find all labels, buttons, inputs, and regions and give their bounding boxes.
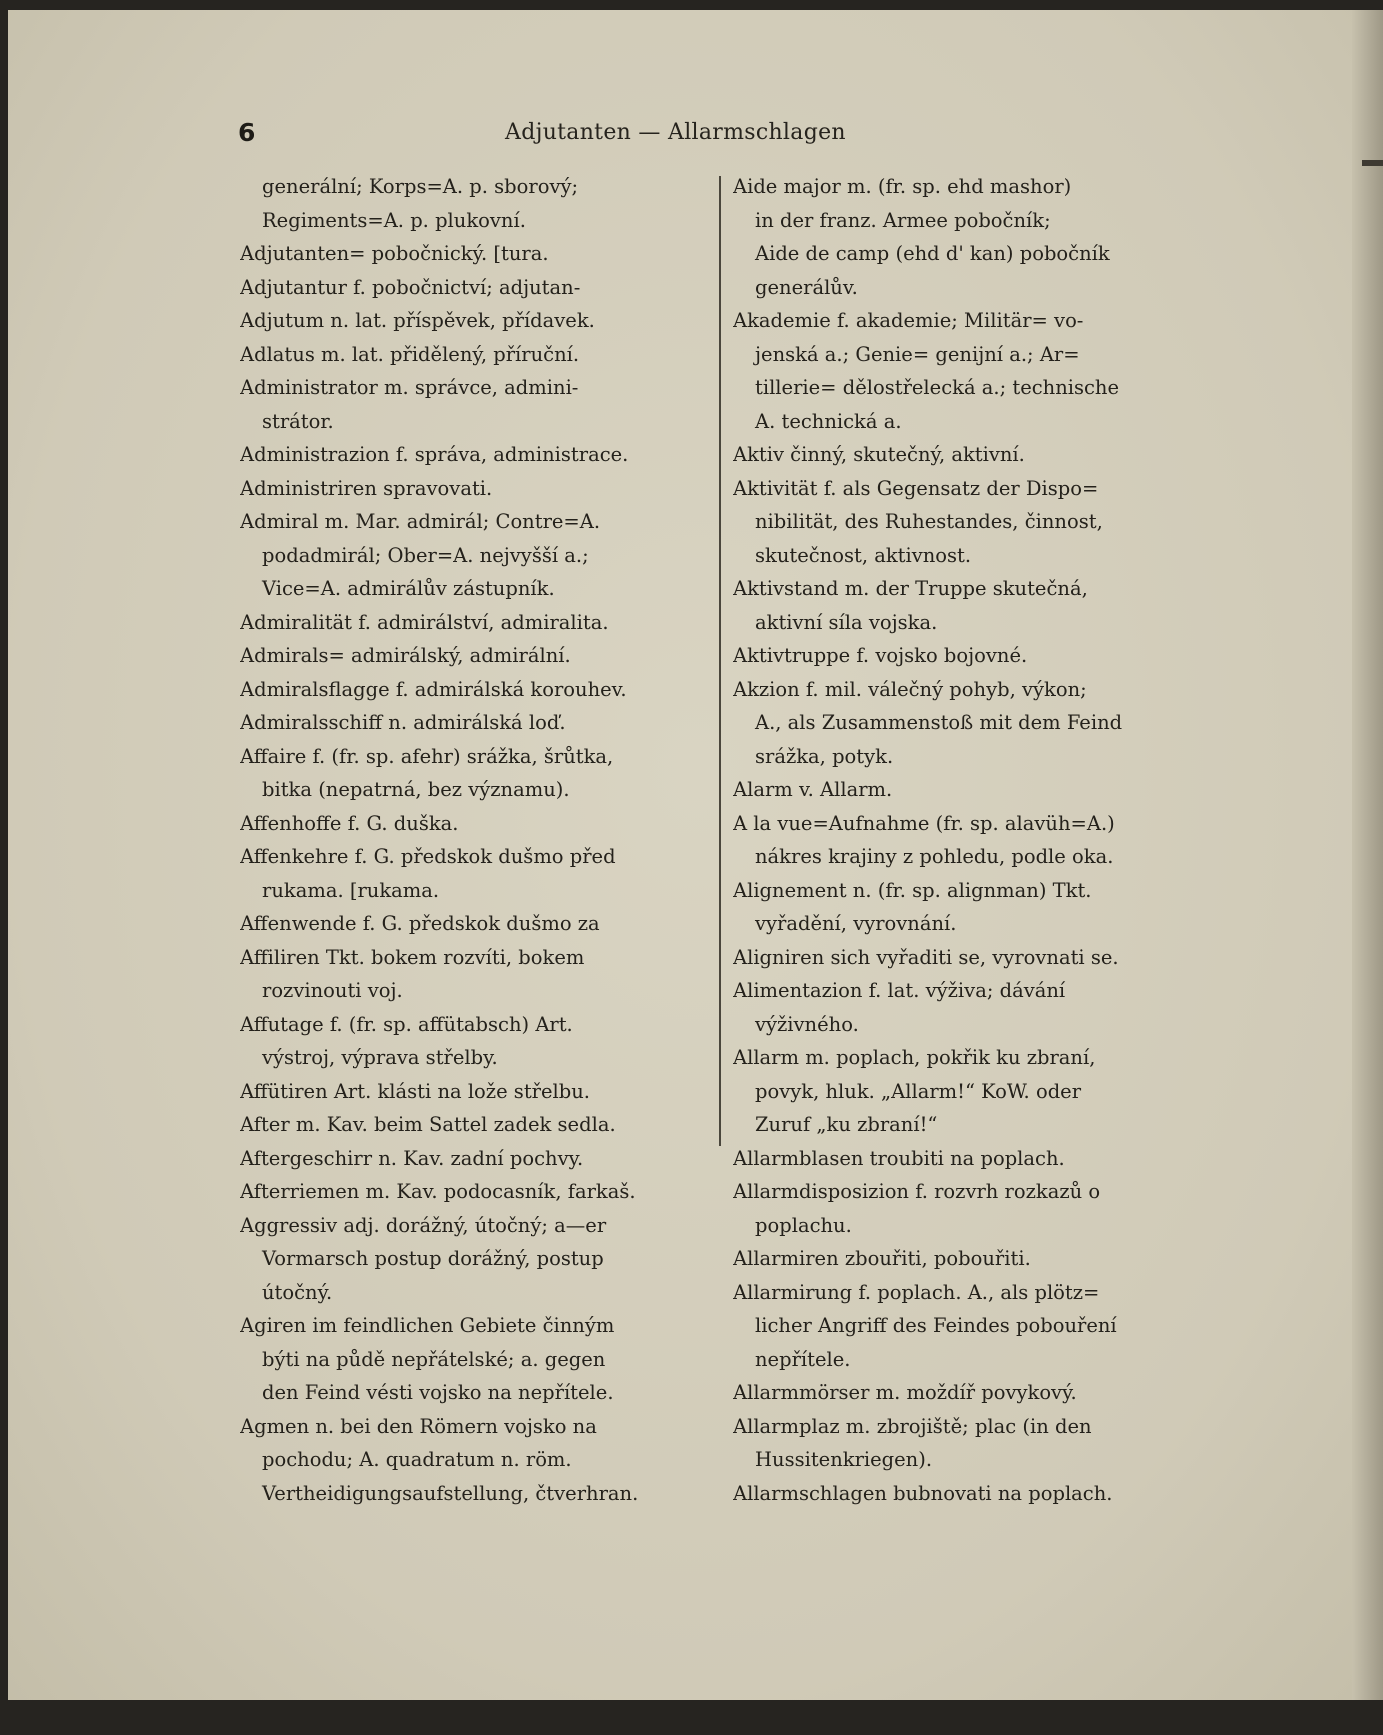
- dictionary-line: Aktivität f. als Gegensatz der Dispo=: [733, 476, 1099, 500]
- dictionary-line: Adlatus m. lat. přidělený, příruční.: [240, 342, 580, 366]
- dictionary-line: Affenkehre f. G. předskok dušmo před: [240, 845, 616, 868]
- dictionary-line: generálův.: [755, 275, 858, 299]
- dictionary-line: nákres krajiny z pohledu, podle oka.: [755, 845, 1114, 868]
- dictionary-line: Agmen n. bei den Römern vojsko na: [240, 1414, 597, 1438]
- right-column: [733, 170, 1195, 1510]
- dictionary-line: bitka (nepatrná, bez významu).: [262, 778, 570, 801]
- dictionary-line: Allarmiren zbouřiti, pobouřiti.: [733, 1247, 1031, 1270]
- dictionary-line: Alignement n. (fr. sp. alignman) Tkt.: [733, 878, 1092, 902]
- dictionary-line: povyk, hluk. „Allarm!“ KoW. oder: [755, 1079, 1082, 1103]
- dictionary-line: Alimentazion f. lat. výživa; dávání: [733, 979, 1066, 1002]
- dictionary-line: vyřadění, vyrovnání.: [755, 912, 957, 935]
- dictionary-line: Allarmschlagen bubnovati na poplach.: [733, 1481, 1113, 1505]
- dictionary-line: Aktivtruppe f. vojsko bojovné.: [733, 644, 1028, 667]
- dictionary-line: Zuruf „ku zbraní!“: [755, 1113, 938, 1136]
- dictionary-line: Adjutanten= pobočnický. [tura.: [240, 242, 549, 265]
- dictionary-line: Aggressiv adj. dorážný, útočný; a—er: [240, 1213, 607, 1237]
- dictionary-line: výživného.: [755, 1012, 859, 1036]
- dictionary-line: Adjutantur f. pobočnictví; adjutan-: [240, 275, 581, 299]
- dictionary-line: Affenwende f. G. předskok dušmo za: [240, 912, 600, 935]
- dictionary-line: tillerie= dělostřelecká a.; technische: [755, 376, 1120, 399]
- dictionary-line: Aide de camp (ehd d' kan) pobočník: [755, 242, 1110, 265]
- dictionary-line: Administriren spravovati.: [240, 476, 493, 500]
- dictionary-line: Vice=A. admirálův zástupník.: [262, 577, 555, 600]
- dictionary-line: Adjutum n. lat. příspěvek, přídavek.: [240, 309, 595, 332]
- dictionary-line: Aftergeschirr n. Kav. zadní pochvy.: [240, 1146, 584, 1170]
- dictionary-line: Vormarsch postup dorážný, postup: [262, 1247, 604, 1270]
- dictionary-line: aktivní síla vojska.: [755, 610, 938, 634]
- dictionary-line: rozvinouti voj.: [262, 979, 403, 1002]
- dictionary-line: srážka, potyk.: [755, 744, 894, 768]
- dictionary-line: poplachu.: [755, 1213, 852, 1237]
- dictionary-line: Akzion f. mil. válečný pohyb, výkon;: [733, 677, 1087, 701]
- page-header: [0, 118, 1383, 152]
- dictionary-line: Allarmirung f. poplach. A., als plötz=: [733, 1280, 1100, 1304]
- dictionary-line: Alarm v. Allarm.: [733, 778, 893, 801]
- dictionary-line: Affütiren Art. klásti na lože střelbu.: [240, 1079, 590, 1103]
- dictionary-line: A la vue=Aufnahme (fr. sp. alavüh=A.): [733, 811, 1115, 835]
- page-number: 6: [238, 118, 256, 147]
- dictionary-line: Agiren im feindlichen Gebiete činným: [240, 1314, 615, 1337]
- dictionary-line: Admiralsflagge f. admirálská korouhev.: [240, 677, 627, 701]
- dictionary-line: Allarmplaz m. zbrojiště; plac (in den: [733, 1414, 1092, 1438]
- dictionary-line: Admirals= admirálský, admirální.: [240, 644, 571, 667]
- dictionary-line: Admiralität f. admirálství, admiralita.: [240, 610, 609, 634]
- dictionary-line: výstroj, výprava střelby.: [262, 1046, 498, 1069]
- dictionary-line: pochodu; A. quadratum n. röm.: [262, 1448, 572, 1471]
- dictionary-line: strátor.: [262, 409, 334, 433]
- dictionary-line: Administrazion f. správa, administrace.: [240, 443, 629, 466]
- dictionary-line: nepřítele.: [755, 1347, 851, 1371]
- dictionary-line: Admiralsschiff n. admirálská loď.: [240, 711, 566, 734]
- dictionary-line: After m. Kav. beim Sattel zadek sedla.: [240, 1113, 616, 1136]
- dictionary-line: rukama. [rukama.: [262, 878, 440, 902]
- edge-mark: [1362, 160, 1383, 166]
- running-head: Adjutanten — Allarmschlagen: [505, 120, 846, 145]
- dictionary-line: skutečnost, aktivnost.: [755, 543, 972, 567]
- dictionary-line: Akademie f. akademie; Militär= vo-: [733, 309, 1084, 332]
- dictionary-line: Allarmmörser m. moždíř povykový.: [733, 1381, 1077, 1404]
- left-column: [240, 170, 702, 1510]
- dictionary-line: generální; Korps=A. p. sborový;: [262, 175, 579, 198]
- dictionary-line: Aligniren sich vyřaditi se, vyrovnati se.: [733, 945, 1119, 969]
- dictionary-line: Hussitenkriegen).: [755, 1448, 933, 1471]
- dictionary-line: býti na půdě nepřátelské; a. gegen: [262, 1347, 606, 1371]
- page-edge: [1352, 10, 1383, 1700]
- dictionary-line: nibilität, des Ruhestandes, činnost,: [755, 510, 1103, 533]
- dictionary-line: Administrator m. správce, admini-: [240, 376, 579, 399]
- dictionary-line: Affenhoffe f. G. duška.: [240, 811, 459, 835]
- column-divider: [719, 176, 721, 1146]
- dictionary-line: Affaire f. (fr. sp. afehr) srážka, šrůtka,: [240, 744, 614, 768]
- dictionary-line: útočný.: [262, 1280, 333, 1304]
- dictionary-line: podadmirál; Ober=A. nejvyšší a.;: [262, 543, 589, 567]
- dictionary-line: Allarmdisposizion f. rozvrh rozkazů o: [733, 1180, 1101, 1203]
- dictionary-line: Afterriemen m. Kav. podocasník, farkaš.: [240, 1180, 636, 1203]
- dictionary-line: licher Angriff des Feindes pobouření: [755, 1314, 1117, 1337]
- dictionary-line: in der franz. Armee pobočník;: [755, 208, 1051, 232]
- dictionary-line: A., als Zusammenstoß mit dem Feind: [755, 711, 1123, 734]
- scan-border: [0, 1700, 1383, 1735]
- dictionary-line: Vertheidigungsaufstellung, čtverhran.: [262, 1481, 639, 1505]
- dictionary-line: jenská a.; Genie= genijní a.; Ar=: [755, 342, 1080, 366]
- dictionary-line: Affiliren Tkt. bokem rozvíti, bokem: [240, 945, 585, 969]
- dictionary-line: Admiral m. Mar. admirál; Contre=A.: [240, 510, 601, 533]
- dictionary-line: Regiments=A. p. plukovní.: [262, 208, 526, 232]
- dictionary-line: Aktivstand m. der Truppe skutečná,: [733, 577, 1088, 600]
- dictionary-line: Allarm m. poplach, pokřik ku zbraní,: [733, 1046, 1096, 1069]
- dictionary-line: A. technická a.: [755, 409, 902, 433]
- dictionary-line: Affutage f. (fr. sp. affütabsch) Art.: [240, 1012, 573, 1036]
- dictionary-line: Aide major m. (fr. sp. ehd mashor): [733, 175, 1072, 198]
- dictionary-line: Aktiv činný, skutečný, aktivní.: [733, 443, 1025, 466]
- dictionary-line: Allarmblasen troubiti na poplach.: [733, 1146, 1065, 1170]
- dictionary-line: den Feind vésti vojsko na nepřítele.: [262, 1381, 614, 1404]
